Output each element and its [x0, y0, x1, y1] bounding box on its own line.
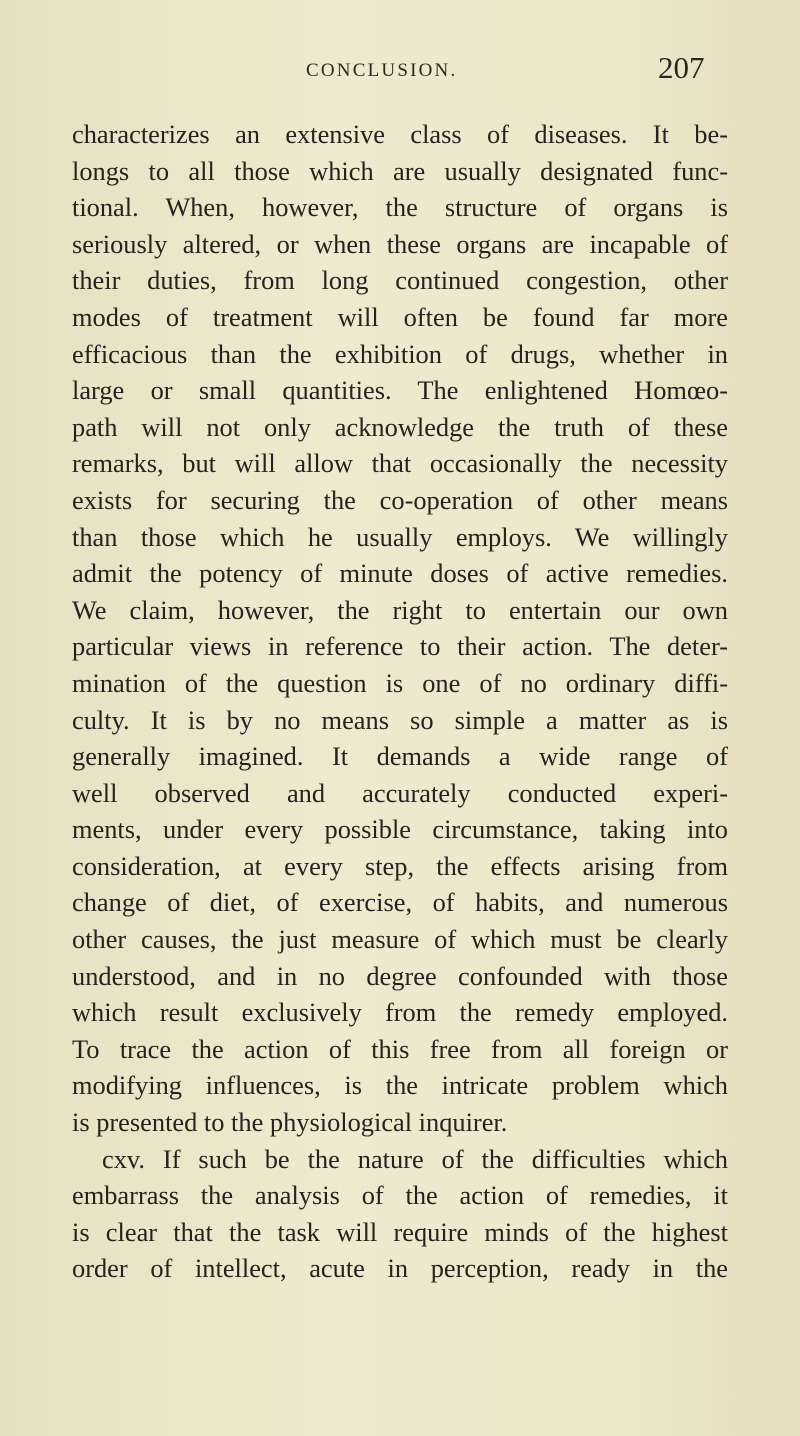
- text-line: efficacious than the exhibition of drugs, whether in: [72, 338, 728, 369]
- text-line: modifying influences, is the intricate problem which: [72, 1070, 728, 1101]
- text-line: particular views in reference to their action. The deter-: [72, 631, 728, 662]
- text-line: embarrass the analysis of the action of remedies, it: [72, 1180, 728, 1211]
- page-number: 207: [658, 50, 705, 85]
- text-line: other causes, the just measure of which must be clearly: [72, 924, 728, 955]
- text-line: order of intellect, acute in perception, ready in the: [72, 1253, 728, 1284]
- paragraph-start-line: cxv. If such be the nature of the difficulties which: [102, 1143, 728, 1174]
- text-line: change of diet, of exercise, of habits, and numerous: [72, 887, 728, 918]
- running-head-title: CONCLUSION.: [306, 60, 458, 81]
- text-line: To trace the action of this free from all foreign or: [72, 1033, 728, 1064]
- text-line: which result exclusively from the remedy employed.: [72, 997, 728, 1028]
- text-line: We claim, however, the right to entertain our own: [72, 594, 728, 625]
- text-line: culty. It is by no means so simple a matter as is: [72, 704, 728, 735]
- text-line: is clear that the task will require minds of the highest: [72, 1216, 728, 1247]
- text-line: consideration, at every step, the effects arising from: [72, 850, 728, 881]
- text-line: mination of the question is one of no ordinary diffi-: [72, 667, 728, 698]
- text-line: longs to all those which are usually designated func-: [72, 155, 728, 186]
- text-line: well observed and accurately conducted experi-: [72, 777, 728, 808]
- text-line: admit the potency of minute doses of active remedies.: [72, 558, 728, 589]
- text-line: generally imagined. It demands a wide range of: [72, 741, 728, 772]
- text-line: tional. When, however, the structure of organs is: [72, 192, 728, 223]
- text-line: seriously altered, or when these organs are incapable of: [72, 228, 728, 259]
- paragraph-end-line: is presented to the physiological inquirer.: [72, 1107, 508, 1138]
- text-line: than those which he usually employs. We willingly: [72, 521, 728, 552]
- text-line: remarks, but will allow that occasionally the necessity: [72, 448, 728, 479]
- text-line: large or small quantities. The enlightened Homœo-: [72, 375, 728, 406]
- text-line: path will not only acknowledge the truth of these: [72, 411, 728, 442]
- text-line: characterizes an extensive class of diseases. It be-: [72, 119, 728, 149]
- running-head: [0, 50, 800, 94]
- text-line: exists for securing the co-operation of other means: [72, 484, 728, 515]
- body-text: [72, 116, 728, 1287]
- text-line: their duties, from long continued congestion, other: [72, 265, 728, 296]
- text-line: modes of treatment will often be found far more: [72, 301, 728, 332]
- text-line: ments, under every possible circumstance, taking into: [72, 814, 728, 845]
- text-line: understood, and in no degree confounded with those: [72, 960, 728, 991]
